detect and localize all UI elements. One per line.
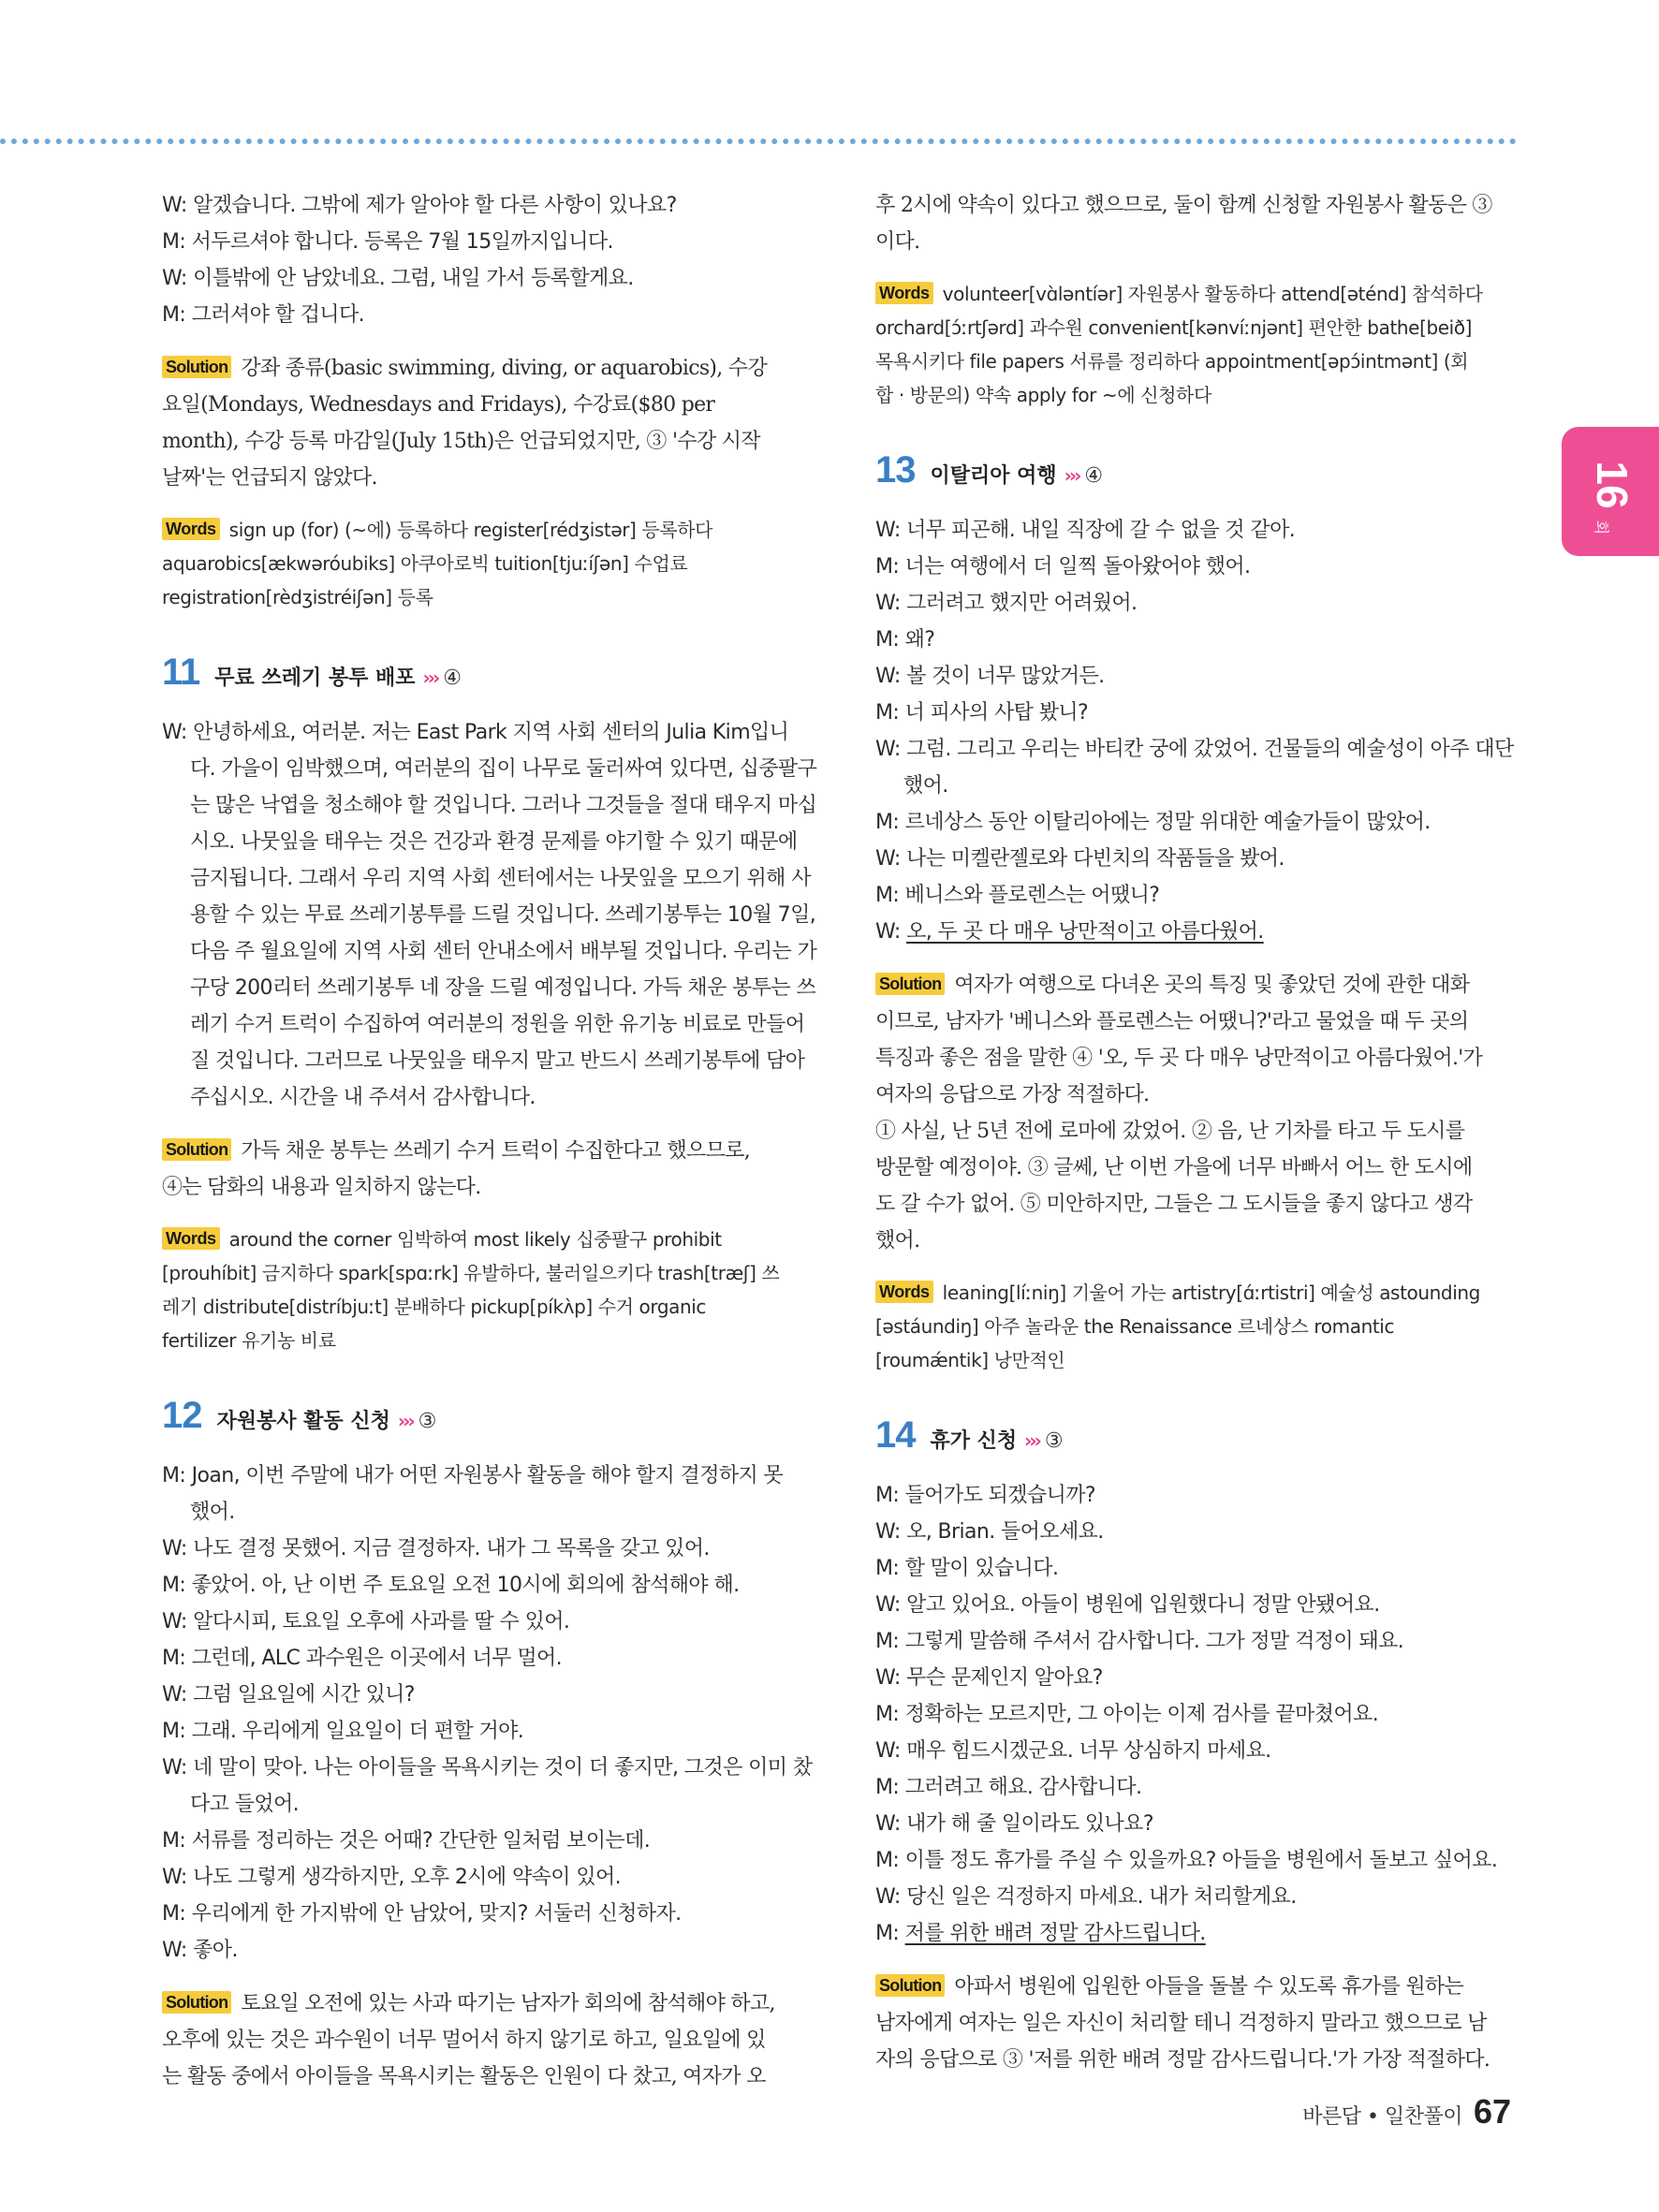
solution-line: [162, 423, 799, 460]
dialogue-text: 좋아.: [193, 1939, 238, 1962]
words-line: [875, 1343, 1512, 1377]
dialogue-line: [162, 787, 817, 824]
words-line: [162, 547, 799, 580]
words-line: [875, 1310, 1512, 1343]
dialogue-text: 그럼 일요일에 시간 있니?: [193, 1683, 415, 1707]
dialogue-line: [875, 585, 1512, 622]
line-text: fertilizer 유기농 비료: [162, 1329, 336, 1352]
solution-line: [162, 2022, 799, 2058]
line-text: 합 · 방문의) 약속 apply for ~에 신청하다: [875, 384, 1211, 406]
dialogue-text: 오, 두 곳 다 매우 낭만적이고 아름다웠어.: [906, 920, 1264, 944]
dialogue-text: 너무 피곤해. 내일 직장에 갈 수 없을 것 같아.: [906, 519, 1296, 542]
dialogue-line: [162, 860, 811, 897]
dialogue-line: [875, 841, 1512, 877]
line-text: ① 사실, 난 5년 전에 로마에 갔었어. ② 음, 난 기차를 타고 두 도시를: [875, 1120, 1465, 1143]
speaker-label: M:: [875, 1630, 900, 1653]
dialogue-text: 왜?: [904, 628, 935, 652]
line-text: 요일(Mondays, Wednesdays and Fridays), 수강료($80 per: [162, 393, 715, 417]
speaker-label: W:: [162, 267, 187, 290]
dialogue-line: [162, 897, 816, 933]
dialogue-line: [875, 512, 1512, 549]
solution-line: [875, 1150, 1512, 1186]
speaker-label: W:: [162, 1537, 187, 1560]
dialogue-text: 는 많은 낙엽을 청소해야 할 것입니다. 그러나 그것들을 절대 태우지 마십: [190, 794, 817, 817]
solution-tag: Solution: [875, 1974, 945, 1997]
question-number: 12: [162, 1395, 202, 1436]
chapter-number: 16: [1588, 461, 1637, 509]
solution-line: [875, 2005, 1512, 2042]
solution-line: [162, 1985, 799, 2022]
words-line: [162, 513, 799, 547]
dialogue-text: 정확하는 모르지만, 그 아이는 이제 검사를 끝마쳤어요.: [904, 1703, 1379, 1726]
solution-line: [875, 187, 1512, 224]
left-column: [162, 187, 817, 2112]
dialogue-text: 레기 수거 트럭이 수집하여 여러분의 정원을 위한 유기농 비료로 만들어: [190, 1013, 805, 1036]
speaker-label: W:: [875, 1593, 901, 1617]
speaker-label: M:: [875, 1484, 900, 1507]
dialogue-text: 알겠습니다. 그밖에 제가 알아야 할 다른 사항이 있나요?: [193, 194, 677, 217]
chapter-suffix: 회: [1593, 520, 1611, 535]
answer-number: ④: [443, 667, 462, 690]
dialogue-line: [162, 1932, 799, 1969]
speaker-label: M:: [875, 1557, 900, 1580]
answer-number: ④: [1084, 464, 1104, 488]
words-line: [875, 378, 1512, 412]
dialogue-line: [875, 1733, 1512, 1769]
solution-line: [875, 2042, 1512, 2078]
dialogue-line: [875, 804, 1512, 841]
dialogue-text: 저를 위한 배려 정말 감사드립니다.: [904, 1922, 1206, 1945]
dialogue-text: 알고 있어요. 아들이 병원에 입원했다니 정말 안됐어요.: [906, 1593, 1380, 1617]
dialogue-text: 그렇게 말씀해 주셔서 감사합니다. 그가 정말 걱정이 돼요.: [904, 1630, 1404, 1653]
question-title: 무료 쓰레기 봉투 배포: [214, 667, 416, 690]
dialogue-line: [162, 824, 799, 860]
answer-number: ③: [418, 1410, 437, 1433]
solution-tag: Solution: [875, 973, 945, 995]
speaker-label: W:: [875, 1666, 901, 1690]
solution-line: [875, 967, 1512, 1003]
dialogue-text: 알다시피, 토요일 오후에 사과를 딸 수 있어.: [193, 1610, 570, 1633]
dialogue-line: [875, 1477, 1512, 1514]
speaker-label: W:: [162, 1683, 187, 1707]
dialogue-text: 들어가도 되겠습니까?: [904, 1484, 1095, 1507]
dialogue-line: [162, 1859, 799, 1896]
solution-block: [162, 350, 799, 496]
dialogue-text: 나도 결정 못했어. 지금 결정하자. 내가 그 목록을 갖고 있어.: [193, 1537, 710, 1560]
speaker-label: M:: [162, 230, 186, 254]
words-tag: Words: [875, 282, 933, 304]
line-text: 날짜'는 언급되지 않았다.: [162, 466, 377, 490]
solution-line: [162, 2058, 799, 2095]
dialogue-text: 구당 200리터 쓰레기봉투 네 장을 드릴 예정입니다. 가득 채운 봉투는 쓰: [190, 976, 816, 1000]
dialogue-line: [875, 549, 1512, 585]
question-number: 14: [875, 1414, 916, 1456]
line-text: around the corner 임박하여 most likely 십중팔구 prohibit: [228, 1228, 722, 1251]
dialogue-block: [875, 1477, 1512, 1952]
dialogue-text: 서류를 정리하는 것은 어때? 간단한 일처럼 보이는데.: [191, 1829, 651, 1853]
solution-block: [875, 967, 1512, 1259]
dialogue-text: 용할 수 있는 무료 쓰레기봉투를 드릴 것입니다. 쓰레기봉투는 10월 7일,: [190, 903, 816, 927]
solution-line: [162, 1133, 799, 1169]
speaker-label: M:: [875, 555, 900, 579]
line-text: 토요일 오전에 있는 사과 따기는 남자가 회의에 참석해야 하고,: [241, 1992, 775, 2015]
dialogue-line: [875, 1879, 1512, 1915]
speaker-label: W:: [875, 592, 901, 615]
question-title: 자원봉사 활동 신청: [216, 1410, 390, 1433]
line-text: 남자에게 여자는 일은 자신이 처리할 테니 걱정하지 말라고 했으므로 남: [875, 2012, 1487, 2035]
dialogue-line: [162, 187, 799, 224]
solution-line: [875, 224, 1512, 260]
line-text: month), 수강 등록 마감일(July 15th)은 언급되었지만, ③ '수강 시작: [162, 430, 760, 453]
dialogue-text: 다음 주 월요일에 지역 사회 센터 안내소에서 배부될 것입니다. 우리는 가: [190, 940, 817, 963]
solution-tag: Solution: [162, 1138, 231, 1161]
dialogue-text: 금지됩니다. 그래서 우리 지역 사회 센터에서는 나뭇잎을 모으기 위해 사: [190, 867, 811, 890]
dialogue-text: 나도 그렇게 생각하지만, 오후 2시에 약속이 있어.: [193, 1866, 622, 1889]
dialogue-line: [162, 1713, 799, 1750]
solution-line: [162, 460, 799, 496]
question-heading-14: [875, 1414, 1512, 1457]
dialogue-text: 당신 일은 걱정하지 마세요. 내가 처리할게요.: [906, 1885, 1297, 1909]
answer-arrow-icon: ›››: [1064, 464, 1079, 487]
page-footer: [1302, 2092, 1511, 2131]
speaker-label: W:: [875, 738, 901, 761]
dialogue-text: 주십시오. 시간을 내 주셔서 감사합니다.: [190, 1086, 536, 1109]
dialogue-text: 할 말이 있습니다.: [904, 1557, 1059, 1580]
dialogue-line: [162, 1006, 805, 1043]
dialogue-line: [875, 695, 1512, 731]
dialogue-text: 너 피사의 사탑 봤니?: [904, 701, 1089, 725]
dialogue-text: 했어.: [190, 1501, 235, 1524]
speaker-label: M:: [875, 884, 900, 907]
line-text: 특징과 좋은 점을 말한 ④ '오, 두 곳 다 매우 낭만적이고 아름다웠어.'가: [875, 1047, 1483, 1070]
solution-block: [162, 1985, 799, 2095]
dialogue-text: 좋았어. 아, 난 이번 주 토요일 오전 10시에 회의에 참석해야 해.: [191, 1574, 740, 1597]
line-text: 방문할 예정이야. ③ 글쎄, 난 이번 가을에 너무 바빠서 어느 한 도시에: [875, 1156, 1473, 1179]
dialogue-text: 그런데, ALC 과수원은 이곳에서 너무 멀어.: [191, 1647, 563, 1670]
line-text: orchard[ɔ́ːrtʃərd] 과수원 convenient[kənvíːnjənt] 편안한 bathe[beið]: [875, 316, 1473, 339]
line-text: 아파서 병원에 입원한 아들을 돌볼 수 있도록 휴가를 원하는: [954, 1975, 1463, 1999]
dialogue-text: 베니스와 플로렌스는 어땠니?: [904, 884, 1160, 907]
line-text: 여자의 응답으로 가장 적절하다.: [875, 1083, 1150, 1106]
words-line: [162, 1290, 799, 1324]
dialogue-line: [875, 1550, 1512, 1587]
dialogue-line: [875, 914, 1512, 950]
dialogue-line: [162, 1604, 799, 1640]
dialogue-line: [875, 1660, 1512, 1696]
speaker-label: M:: [162, 1464, 186, 1487]
speaker-label: M:: [875, 1849, 900, 1872]
dialogue-line: [875, 1514, 1512, 1550]
dialogue-line: [162, 1786, 799, 1823]
line-text: 레기 distribute[distríbjuːt] 분배하다 pickup[píkʌ̀p] 수거 organic: [162, 1296, 707, 1318]
speaker-label: W:: [162, 1866, 187, 1889]
speaker-label: W:: [875, 1885, 901, 1909]
speaker-label: W:: [162, 1610, 187, 1633]
answer-arrow-icon: ›››: [397, 1410, 413, 1432]
right-column: [875, 187, 1512, 2095]
dialogue-text: 시오. 나뭇잎을 태우는 것은 건강과 환경 문제를 야기할 수 있기 때문에: [190, 830, 798, 854]
dialogue-line: [162, 1640, 799, 1677]
line-text: volunteer[vɑ̀ləntíər] 자원봉사 활동하다 attend[əténd] 참석하다: [942, 283, 1483, 305]
speaker-label: M:: [875, 628, 900, 652]
speaker-label: W:: [875, 920, 901, 944]
question-number: 13: [875, 449, 916, 491]
dialogue-text: 네 말이 맞아. 나는 아이들을 목욕시키는 것이 더 좋지만, 그것은 이미 찼: [193, 1756, 813, 1780]
dialogue-text: 매우 힘드시겠군요. 너무 상심하지 마세요.: [906, 1739, 1271, 1763]
words-line: [875, 1276, 1512, 1310]
dialogue-line: [162, 714, 799, 751]
dialogue-line: [162, 970, 816, 1006]
dialogue-text: 서두르셔야 합니다. 등록은 7월 15일까지입니다.: [191, 230, 613, 254]
speaker-label: W:: [875, 1812, 901, 1836]
speaker-label: W:: [875, 1739, 901, 1763]
speaker-label: W:: [162, 721, 187, 744]
speaker-label: M:: [875, 1922, 900, 1945]
line-text: aquarobics[ækwəróubiks] 아쿠아로빅 tuition[tjuːíʃən] 수업료: [162, 552, 688, 575]
dialogue-line: [875, 622, 1512, 658]
words-line: [162, 580, 799, 614]
speaker-label: M:: [162, 1720, 186, 1743]
question-heading-12: [162, 1395, 799, 1437]
speaker-label: W:: [875, 665, 901, 688]
question-title: 휴가 신청: [930, 1429, 1018, 1453]
line-text: [prouhíbit] 금지하다 spark[spɑːrk] 유발하다, 불러일으키다 trash[træʃ] 쓰: [162, 1262, 780, 1284]
dialogue-text: 다. 가을이 임박했으며, 여러분의 집이 나무로 둘러싸여 있다면, 십중팔구: [190, 757, 817, 781]
dialogue-text: 했어.: [903, 774, 948, 798]
dialogue-text: 그럼. 그리고 우리는 바티칸 궁에 갔었어. 건물들의 예술성이 아주 대단: [906, 738, 1514, 761]
dialogue-line: [875, 1696, 1512, 1733]
question-heading-13: [875, 449, 1512, 491]
dialogue-line: [162, 1079, 799, 1116]
line-text: 목욕시키다 file papers 서류를 정리하다 appointment[əpɔ́intmənt] (회: [875, 350, 1469, 373]
dialogue-text: Joan, 이번 주말에 내가 어떤 자원봉사 활동을 해야 할지 결정하지 못: [191, 1464, 784, 1487]
dialogue-line: [162, 1823, 799, 1859]
dialogue-line: [162, 1750, 813, 1786]
words-block: [875, 1276, 1512, 1377]
dialogue-text: 우리에게 한 가지밖에 안 남았어, 맞지? 서둘러 신청하자.: [191, 1902, 682, 1926]
dialogue-text: 무슨 문제인지 알아요?: [906, 1666, 1103, 1690]
dialogue-line: [162, 1677, 799, 1713]
dialogue-line: [875, 658, 1512, 695]
solution-tag: Solution: [162, 1991, 231, 2014]
speaker-label: M:: [162, 1829, 186, 1853]
speaker-label: W:: [162, 194, 187, 217]
dialogue-line: [162, 1494, 799, 1531]
dialogue-text: 그래. 우리에게 일요일이 더 편할 거야.: [191, 1720, 524, 1743]
answer-number: ③: [1044, 1429, 1064, 1453]
speaker-label: M:: [162, 1647, 186, 1670]
speaker-label: W:: [875, 847, 901, 871]
words-line: [875, 277, 1512, 311]
dialogue-text: 그러려고 해요. 감사합니다.: [904, 1776, 1142, 1799]
solution-line: [875, 1223, 1512, 1259]
speaker-label: M:: [875, 1703, 900, 1726]
line-text: sign up (for) (~에) 등록하다 register[rédʒistər] 등록하다: [228, 519, 713, 541]
dialogue-line: [875, 1915, 1512, 1952]
dialogue-line: [162, 933, 817, 970]
dialogue-block: [875, 512, 1512, 950]
speaker-label: M:: [875, 701, 900, 725]
line-text: 후 2시에 약속이 있다고 했으므로, 둘이 함께 신청할 자원봉사 활동은 ③: [875, 194, 1492, 217]
dialogue-text: 안녕하세요, 여러분. 저는 East Park 지역 사회 센터의 Julia Kim입니: [193, 721, 789, 744]
line-text: 가득 채운 봉투는 쓰레기 수거 트럭이 수집한다고 했으므로,: [241, 1139, 750, 1163]
dialogue-line: [162, 260, 799, 297]
dialogue-block: [162, 714, 817, 1116]
words-line: [162, 1256, 799, 1290]
solution-line: [875, 1077, 1512, 1113]
solution-continuation: [875, 187, 1512, 260]
speaker-label: M:: [162, 1902, 186, 1926]
speaker-label: M:: [875, 1776, 900, 1799]
dialogue-block: [162, 187, 799, 333]
dialogue-text: 나는 미켈란젤로와 다빈치의 작품들을 봤어.: [906, 847, 1285, 871]
line-text: leaning[líːniŋ] 기울어 가는 artistry[ɑ́ːrtistri] 예술성 astounding: [942, 1282, 1480, 1304]
speaker-label: W:: [875, 1520, 901, 1544]
speaker-label: W:: [162, 1939, 187, 1962]
dialogue-line: [162, 297, 799, 333]
dialogue-text: 볼 것이 너무 많았거든.: [906, 665, 1105, 688]
answer-arrow-icon: ›››: [1024, 1429, 1039, 1452]
answer-arrow-icon: ›››: [422, 667, 438, 689]
words-block: [875, 277, 1512, 412]
words-block: [162, 513, 799, 614]
solution-line: [875, 1003, 1512, 1040]
line-text: ④는 담화의 내용과 일치하지 않는다.: [162, 1176, 481, 1199]
speaker-label: W:: [162, 1756, 187, 1780]
top-dotted-rule: [0, 139, 1517, 144]
dialogue-text: 너는 여행에서 더 일찍 돌아왔어야 했어.: [904, 555, 1251, 579]
solution-line: [875, 1969, 1512, 2005]
line-text: 여자가 여행으로 다녀온 곳의 특징 및 좋았던 것에 관한 대화: [954, 974, 1470, 997]
dialogue-line: [875, 1623, 1512, 1660]
line-text: 했어.: [875, 1229, 920, 1252]
dialogue-line: [875, 877, 1512, 914]
dialogue-line: [162, 1567, 799, 1604]
solution-block: [875, 1969, 1512, 2078]
line-text: [əstáundiŋ] 아주 놀라운 the Renaissance 르네상스 romantic: [875, 1315, 1395, 1338]
dialogue-line: [162, 1896, 799, 1932]
dialogue-line: [875, 731, 1512, 768]
dialogue-text: 르네상스 동안 이탈리아에는 정말 위대한 예술가들이 많았어.: [904, 811, 1431, 834]
question-heading-11: [162, 652, 799, 694]
dialogue-text: 내가 해 줄 일이라도 있나요?: [906, 1812, 1153, 1836]
dialogue-text: 이틀 정도 휴가를 주실 수 있을까요? 아들을 병원에서 돌보고 싶어요.: [904, 1849, 1498, 1872]
solution-line: [875, 1113, 1512, 1150]
dialogue-text: 그러려고 했지만 어려웠어.: [906, 592, 1138, 615]
dialogue-line: [875, 1587, 1512, 1623]
chapter-side-tab: [1562, 427, 1659, 556]
solution-line: [875, 1040, 1512, 1077]
solution-line: [162, 1169, 799, 1206]
solution-line: [875, 1186, 1512, 1223]
dialogue-text: 오, Brian. 들어오세요.: [906, 1520, 1104, 1544]
dialogue-line: [162, 224, 799, 260]
dialogue-line: [162, 1043, 805, 1079]
line-text: 는 활동 중에서 아이들을 목욕시키는 활동은 인원이 다 찼고, 여자가 오: [162, 2065, 766, 2088]
solution-line: [162, 350, 799, 387]
page-number: 67: [1473, 2092, 1511, 2131]
line-text: 도 갈 수가 없어. ⑤ 미안하지만, 그들은 그 도시들을 좋지 않다고 생각: [875, 1193, 1473, 1216]
words-line: [162, 1223, 799, 1256]
footer-label: 바른답 • 일찬풀이: [1302, 2105, 1462, 2129]
line-text: [roumǽntik] 낭만적인: [875, 1349, 1065, 1371]
dialogue-line: [875, 1806, 1512, 1842]
dialogue-text: 질 것입니다. 그러므로 나뭇잎을 태우지 말고 반드시 쓰레기봉투에 담아: [190, 1049, 805, 1073]
line-text: 오후에 있는 것은 과수원이 너무 멀어서 하지 않기로 하고, 일요일에 있: [162, 2029, 766, 2052]
line-text: 자의 응답으로 ③ '저를 위한 배려 정말 감사드립니다.'가 가장 적절하다.: [875, 2048, 1490, 2072]
speaker-label: M:: [875, 811, 900, 834]
dialogue-line: [162, 1531, 799, 1567]
speaker-label: W:: [875, 519, 901, 542]
dialogue-line: [875, 1842, 1512, 1879]
words-tag: Words: [875, 1281, 933, 1303]
dialogue-text: 다고 들었어.: [190, 1793, 300, 1816]
line-text: registration[rèdʒistréiʃən] 등록: [162, 586, 433, 608]
line-text: 강좌 종류(basic swimming, diving, or aquarobics), 수강: [241, 357, 767, 380]
dialogue-line: [162, 1458, 799, 1494]
dialogue-line: [875, 1769, 1512, 1806]
speaker-label: M:: [162, 1574, 186, 1597]
solution-line: [162, 387, 799, 423]
dialogue-text: 이틀밖에 안 남았네요. 그럼, 내일 가서 등록할게요.: [193, 267, 634, 290]
solution-block: [162, 1133, 799, 1206]
speaker-label: M:: [162, 303, 186, 327]
line-text: 이므로, 남자가 '베니스와 플로렌스는 어땠니?'라고 물었을 때 두 곳의: [875, 1010, 1469, 1033]
dialogue-block: [162, 1458, 813, 1969]
question-number: 11: [162, 652, 200, 693]
words-line: [162, 1324, 799, 1357]
words-line: [875, 344, 1512, 378]
dialogue-line: [875, 768, 1512, 804]
solution-tag: Solution: [162, 356, 231, 378]
words-tag: Words: [162, 518, 220, 540]
words-block: [162, 1223, 799, 1357]
words-line: [875, 311, 1512, 344]
dialogue-line: [162, 751, 817, 787]
dialogue-text: 그러셔야 할 겁니다.: [191, 303, 365, 327]
question-title: 이탈리아 여행: [930, 464, 1057, 488]
line-text: 이다.: [875, 230, 920, 254]
words-tag: Words: [162, 1227, 220, 1250]
